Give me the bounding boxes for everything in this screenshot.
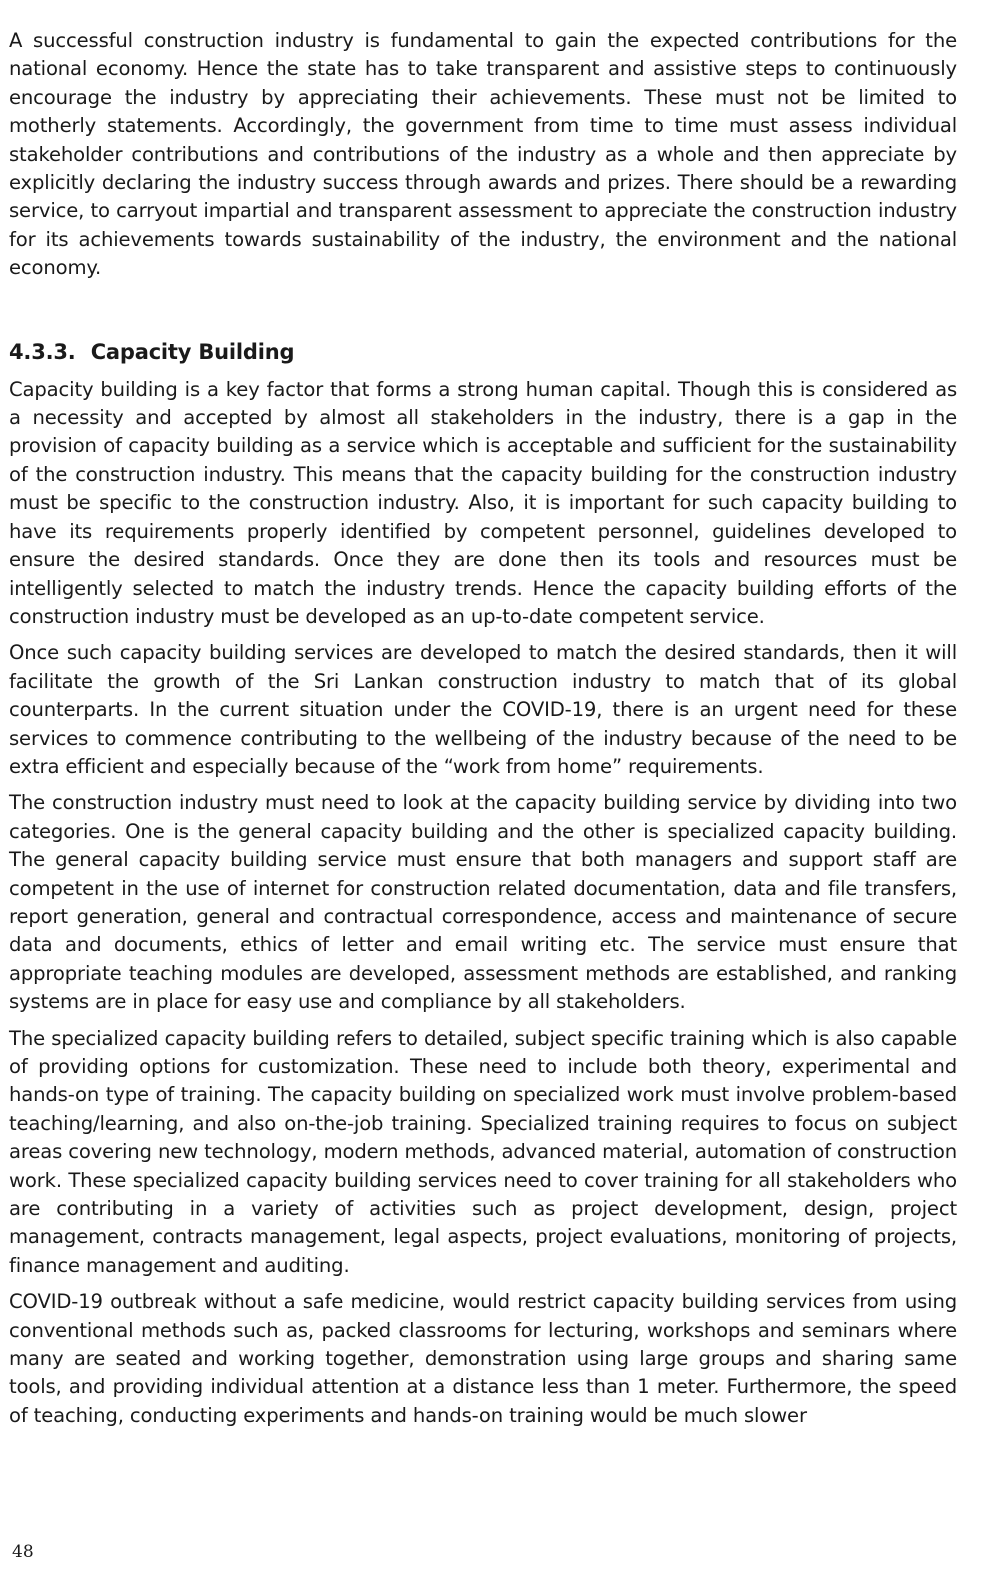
body-paragraph: Once such capacity building services are developed to match the desired standards, then it will facilitate the growth of the Sri Lankan construction industry to match that of its global counterparts. In the current situation under the COVID-19, there is an urgent need for these services to commence contributing to the wellbeing of the industry because of the need to be extra efficient and especially because of the “work from home” requirements. [9, 641, 957, 778]
section-heading [9, 336, 957, 368]
body-paragraph: COVID-19 outbreak without a safe medicine, would restrict capacity building services from using conventional methods such as, packed classrooms for lecturing, workshops and seminars where many are seated and working together, demonstration using large groups and sharing same tools, and providing individual attention at a distance less than 1 meter. Furthermore, the speed of teaching, conducting experiments and hands-on training would be much slower [9, 1290, 957, 1427]
intro-paragraph: A successful construction industry is fundamental to gain the expected contributions for the national economy. Hence the state has to take transparent and assistive steps to continuously encourage the industry by appreciating their achievements. These must not be limited to motherly statements. Accordingly, the government from time to time must assess individual stakeholder contributions and contributions of the industry as a whole and then appreciate by explicitly declaring the industry success through awards and prizes. There should be a rewarding service, to carryout impartial and transparent assessment to appreciate the construction industry for its achievements towards sustainability of the industry, the environment and the national economy. [9, 29, 957, 280]
body-paragraph: The construction industry must need to look at the capacity building service by dividing into two categories. One is the general capacity building and the other is specialized capacity building. The general capacity building service must ensure that both managers and support staff are competent in the use of internet for construction related documentation, data and file transfers, report generation, general and contractual correspondence, access and maintenance of secure data and documents, ethics of letter and email writing etc. The service must ensure that appropriate teaching modules are developed, assessment methods are established, and ranking systems are in place for easy use and compliance by all stakeholders. [9, 791, 957, 1014]
section-title: Capacity Building [90, 339, 295, 364]
document-page [9, 27, 957, 1438]
body-paragraph: Capacity building is a key factor that forms a strong human capital. Though this is considered as a necessity and accepted by almost all stakeholders in the industry, there is a gap in the provision of capacity building as a service which is acceptable and sufficient for the sustainability of the construction industry. This means that the capacity building for the construction industry must be specific to the construction industry. Also, it is important for such capacity building to have its requirements properly identified by competent personnel, guidelines developed to ensure the desired standards. Once they are done then its tools and resources must be intelligently selected to match the industry trends. Hence the capacity building efforts of the construction industry must be developed as an up-to-date competent service. [9, 377, 957, 628]
page-number: 48 [12, 1542, 34, 1562]
body-paragraph: The specialized capacity building refers to detailed, subject specific training which is also capable of providing options for customization. These need to include both theory, experimental and hands-on type of training. The capacity building on specialized work must involve problem-based teaching/learning, and also on-the-job training. Specialized training requires to focus on subject areas covering new technology, modern methods, advanced material, automation of construction work. These specialized capacity building services need to cover training for all stakeholders who are contributing in a variety of activities such as project development, design, project management, contracts management, legal aspects, project evaluations, monitoring of projects, finance management and auditing. [9, 1026, 957, 1277]
section-number: 4.3.3. [9, 339, 76, 364]
